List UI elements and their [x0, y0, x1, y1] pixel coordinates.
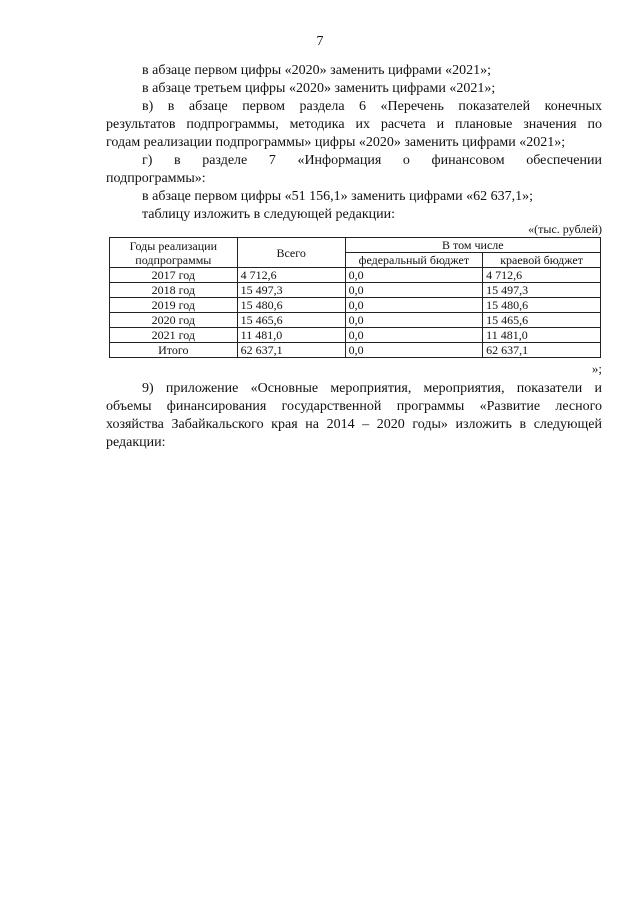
cell-year: 2020 год — [110, 313, 238, 328]
text-line: 9) приложение «Основные мероприятия, мероприятия, показатели и — [142, 381, 602, 396]
table-row — [110, 283, 601, 298]
cell-regional: 11 481,0 — [483, 328, 601, 343]
table-unit-label: «(тыс. рублей) — [528, 222, 602, 236]
table-row — [110, 298, 601, 313]
cell-regional: 15 497,3 — [483, 283, 601, 298]
table-row — [110, 328, 601, 343]
cell-federal: 0,0 — [345, 313, 482, 328]
text-line: в абзаце третьем цифры «2020» заменить цифрами «2021»; — [142, 81, 496, 96]
cell-total: 11 481,0 — [237, 328, 345, 343]
table-row — [110, 268, 601, 283]
cell-total: 4 712,6 — [237, 268, 345, 283]
text-line: объемы финансирования государственной программы «Развитие лесного — [106, 399, 602, 414]
text-line: в) в абзаце первом раздела 6 «Перечень показателей конечных — [142, 99, 602, 114]
table-row-total — [110, 343, 601, 358]
text-line: годам реализации подпрограммы» цифры «2020» заменить цифрами «2021»; — [106, 135, 566, 150]
cell-year: Итого — [110, 343, 238, 358]
cell-total: 15 480,6 — [237, 298, 345, 313]
cell-regional: 15 465,6 — [483, 313, 601, 328]
header-years: Годы реализации подпрограммы — [110, 238, 238, 268]
cell-federal: 0,0 — [345, 343, 482, 358]
cell-regional: 62 637,1 — [483, 343, 601, 358]
header-regional: краевой бюджет — [483, 253, 601, 268]
text-line: хозяйства Забайкальского края на 2014 – 2020 годы» изложить в следующей — [106, 417, 602, 432]
cell-federal: 0,0 — [345, 268, 482, 283]
text-line: в абзаце первом цифры «2020» заменить цифрами «2021»; — [142, 63, 491, 78]
cell-total: 15 497,3 — [237, 283, 345, 298]
text-line: в абзаце первом цифры «51 156,1» заменить цифрами «62 637,1»; — [142, 189, 533, 204]
page-number: 7 — [316, 34, 324, 49]
cell-federal: 0,0 — [345, 328, 482, 343]
amendment-text — [106, 62, 602, 224]
budget-table — [109, 237, 601, 358]
table-closing-quote: »; — [591, 361, 602, 376]
header-including: В том числе — [345, 238, 600, 253]
cell-federal: 0,0 — [345, 298, 482, 313]
cell-year: 2018 год — [110, 283, 238, 298]
header-total: Всего — [237, 238, 345, 268]
paragraph-9 — [106, 380, 602, 452]
cell-total: 62 637,1 — [237, 343, 345, 358]
text-line: результатов подпрограммы, методика их расчета и плановые значения по — [106, 117, 602, 132]
text-line: подпрограммы»: — [106, 171, 206, 186]
cell-year: 2017 год — [110, 268, 238, 283]
cell-regional: 4 712,6 — [483, 268, 601, 283]
text-line: г) в разделе 7 «Информация о финансовом обеспечении — [142, 153, 602, 168]
cell-regional: 15 480,6 — [483, 298, 601, 313]
cell-total: 15 465,6 — [237, 313, 345, 328]
table-row — [110, 313, 601, 328]
text-line: таблицу изложить в следующей редакции: — [142, 207, 396, 222]
text-line: редакции: — [106, 435, 166, 450]
header-federal: федеральный бюджет — [345, 253, 482, 268]
cell-year: 2019 год — [110, 298, 238, 313]
cell-federal: 0,0 — [345, 283, 482, 298]
cell-year: 2021 год — [110, 328, 238, 343]
